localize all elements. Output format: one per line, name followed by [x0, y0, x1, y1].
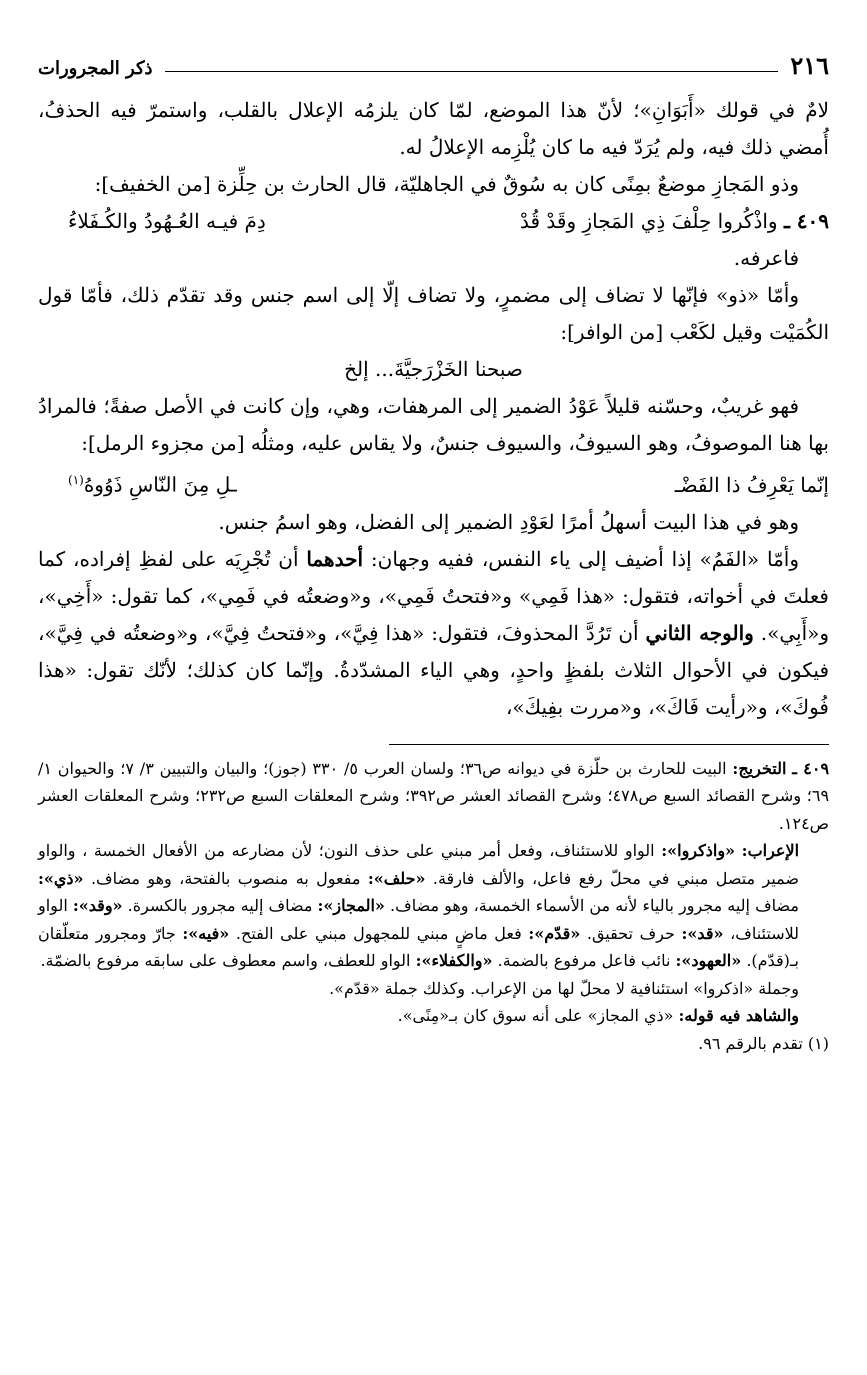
irab-text: مفعول به منصوب بالفتحة، وهو مضاف.	[90, 868, 361, 888]
paragraph-1: لامٌ في قولك «أَبَوَانِ»؛ لأنّ هذا الموضع، لمّا كان يلزمُه الإعلال بالقلب، واستمرّ فيه الحذفُ، أُمضي ذلك فيه، ولم يُرَدّ فيه ما كان يُلْزِمه الإعلالُ له.	[38, 98, 829, 159]
page-header	[38, 38, 829, 78]
p7-second-way-label: والوجه الثاني	[645, 620, 754, 645]
header-rule	[165, 71, 779, 72]
note-irab-label: الإعراب:	[741, 841, 800, 861]
note-irab	[38, 837, 829, 975]
verse-kumayt	[38, 351, 829, 388]
verse-3	[38, 462, 829, 504]
footnote-1	[38, 1030, 829, 1058]
running-title: ذكر المجرورات	[38, 58, 153, 79]
note-shahid-label: والشاهد فيه قوله:	[678, 1006, 799, 1026]
irab-key: «وقد»:	[72, 896, 123, 916]
p7-first-way-label: أحدهما	[306, 546, 364, 571]
irab-key: «حلف»:	[367, 868, 426, 888]
verse-409-first-text: واذْكُروا حِلْفَ ذِي المَجازِ وقَدْ قُدْ	[520, 209, 778, 233]
irab-key: «فيه»:	[182, 923, 230, 943]
verse-409-second-hemistich: دِمَ فيـه العُـهُودُ والكُـفَلاءُ	[68, 209, 266, 233]
irab-text: نائب فاعل مرفوع بالضمة.	[497, 951, 671, 971]
irab-text: الواو للاستئناف،	[38, 896, 800, 943]
main-text	[38, 92, 829, 726]
paragraph-7	[38, 541, 829, 726]
note-takhrij-number: ٤٠٩ ـ	[792, 758, 830, 778]
paragraph-4: وأمّا «ذو» فإنّها لا تضاف إلى مضمرٍ، ولا تضاف إلّا إلى اسم جنس وقد تقدّم ذلك، فأمّا قول الكُمَيْت وقيل لكَعْب [من الوافر]:	[38, 283, 829, 344]
irab-text: الواو للاستئناف، وفعل أمر مبني على حذف النون؛ لأن مضارعه من الأفعال الخمسة ، والواو ضمير متصل مبني في محلّ رفع فاعل، والألف فارقة.	[38, 841, 799, 888]
footnotes	[38, 755, 829, 1058]
irab-key: «المجاز»:	[317, 896, 385, 916]
irab-text: الواو للعطف، واسم معطوف على سابقه مرفوع بالضمّة.	[40, 951, 411, 971]
irab-key: «والكفلاء»:	[415, 951, 493, 971]
footnote-divider	[389, 744, 829, 745]
page-number: ٢١٦	[790, 51, 829, 80]
note-jumla: وجملة «اذكروا» استئنافية لا محلّ لها من الإعراب. وكذلك جملة «قدّم».	[329, 978, 799, 998]
paragraph-3: فاعرفه.	[733, 246, 799, 270]
irab-text: فعل ماضٍ مبني للمجهول مبني على الفتح.	[235, 923, 522, 943]
note-takhrij-text: البيت للحارث بن حلّزة في ديوانه ص٣٦؛ ولسان العرب ٥/ ٣٣٠ (جوز)؛ والبيان والتبيين ٣/ ٧؛ والحيوان ١/ ٦٩؛ وشرح القصائد السبع ص٤٧٨؛ وشرح القصائد العشر ص٣٩٢؛ وشرح المعلقات السبع ص٢٣٢؛ وشرح المعلقات العشر ص١٢٤.	[38, 758, 830, 833]
note-takhrij	[38, 755, 829, 838]
footnote-mark: (١)	[68, 473, 84, 487]
paragraph-6: وهو في هذا البيت أسهلُ أمرًا لعَوْدِ الضمير إلى الفضل، وهو اسمُ جنس.	[218, 509, 799, 534]
irab-text: مضاف إليه مجرور بالياء لأنه من الأسماء الخمسة، وهو مضاف.	[390, 896, 800, 916]
p7-intro: وأمّا «الفَمُ» إذا أضيف إلى ياء النفس، ففيه وجهان:	[370, 546, 800, 571]
verse-3-first-hemistich: إنّما يَعْرِفُ ذا الفَضْـ	[674, 472, 829, 497]
irab-key: «ذي»:	[38, 868, 84, 888]
irab-key: «واذكروا»:	[661, 841, 736, 861]
irab-text: حرف تحقيق.	[586, 923, 675, 943]
irab-key: «قدّم»:	[528, 923, 581, 943]
note-shahid-text: «ذي المجاز» على أنه سوق كان بـ«مِنًى».	[397, 1006, 674, 1026]
paragraph-5: فهو غريبٌ، وحسّنه قليلاً عَوْدُ الضمير إلى المرهفات، وهي، وإن كانت في الأصل صفةً؛ فالمرادُ بها هنا الموصوفُ، وهو السيوفُ، والسيوف جنسٌ، ولا يقاس عليه، ومثلُه [من مجزوء الرمل]:	[38, 394, 829, 455]
verse-409-first-hemistich	[520, 203, 829, 240]
verse-3-second-hemistich	[68, 462, 237, 504]
footnote-1-text: تقدم بالرقم ٩٦.	[698, 1033, 803, 1053]
verse-kumayt-text: صبحنا الخَزْرَجيَّةَ... إلخ	[344, 357, 523, 381]
verse-409	[38, 203, 829, 240]
irab-key: «قد»:	[681, 923, 724, 943]
irab-text: مضاف إليه مجرور بالكسرة.	[127, 896, 313, 916]
p7-second-way-text: أن تَرُدَّ المحذوفَ، فتقول: «هذا فِيَّ»، و«فتحتُ فِيَّ»، و«وضعتُه في فِيَّ»، فيكون في الأحوال الثلاث بلفظٍ واحدٍ، وهي الياء المشدّدةُ. وإنّما كان كذلك؛ لأنّك تقول: «هذا فُوكَ»، و«رأيت فَاكَ»، و«مررت بفِيكَ»،	[38, 620, 829, 719]
note-takhrij-label: التخريج:	[732, 758, 787, 778]
irab-text: جارّ ومجرور متعلّقان بـ(قدّم).	[38, 923, 799, 971]
footnote-1-mark: (١)	[807, 1033, 829, 1053]
verse-3-second-text: ـلِ مِنَ النّاسِ ذَوُوهُ	[83, 472, 237, 497]
paragraph-2: وذو المَجازِ موضعٌ بمِنًى كان به سُوقٌ في الجاهليّة، قال الحارث بن حِلِّزة [من الخفيف]:	[94, 172, 799, 196]
verse-number: ٤٠٩ ـ	[783, 209, 829, 233]
irab-key: «العهود»:	[675, 951, 742, 971]
note-shahid	[38, 1002, 829, 1030]
p7-first-way-text: أن تُجْرِيَه على لفظِ إفراده، كما فعلتَ في أخواته، فتقول: «هذا فَمِي» و«فتحتُ فَمِي»، و«وضعتُه في فَمِي»، كما تقول: «أَخِي»، و«أَبِي».	[38, 546, 830, 645]
